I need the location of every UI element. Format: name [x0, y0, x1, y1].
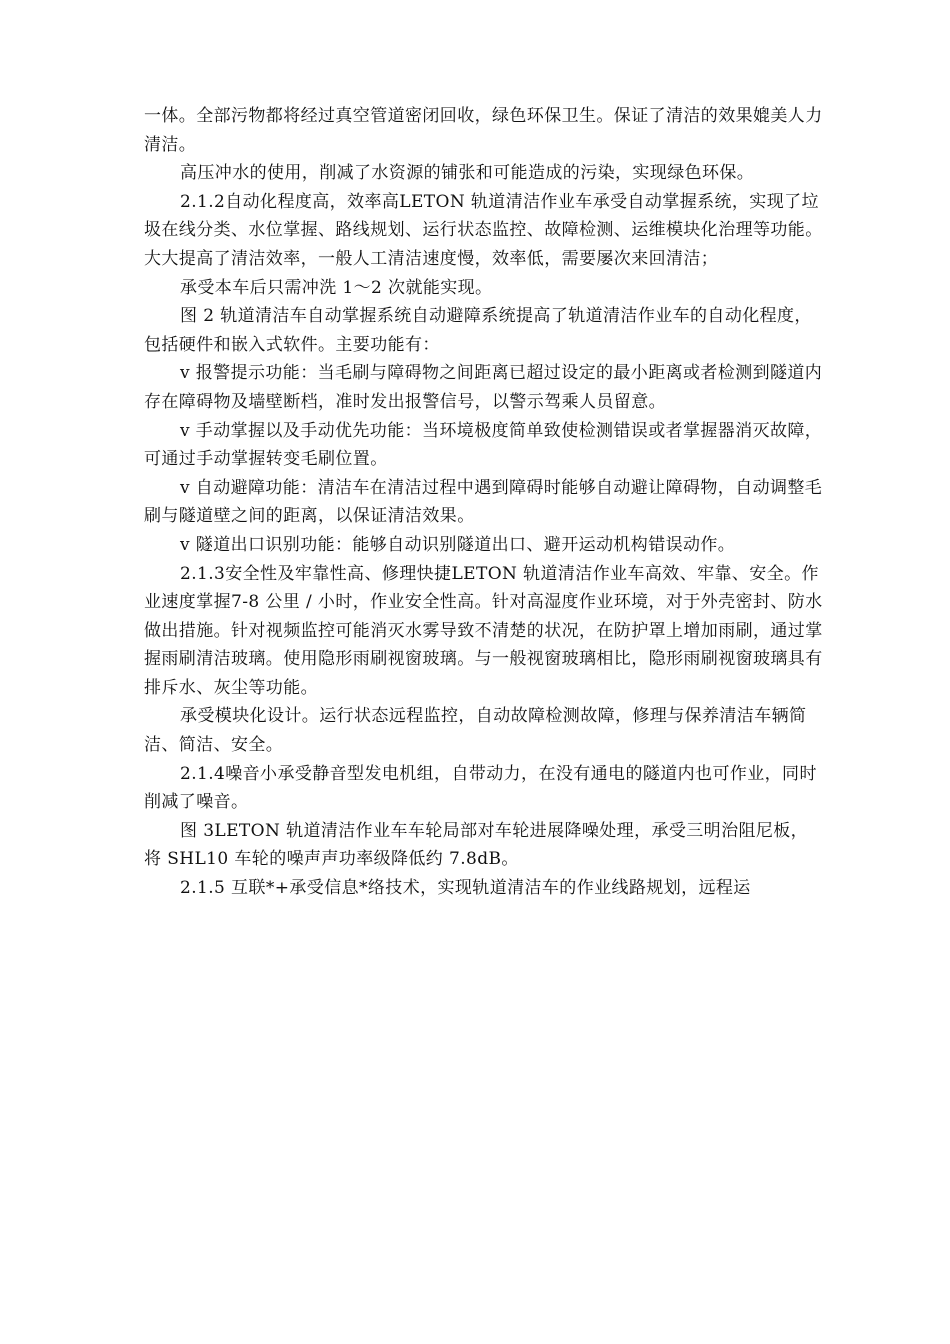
paragraph-10: 2.1.3安全性及牢靠性高、修理快捷LETON 轨道清洁作业车高效、牢靠、安全。作业速度掌握7-8 公里 / 小时，作业安全性高。针对高湿度作业环境，对于外壳密封、防水做出措施。针对视频监控可能消灭水雾导致不清楚的状况，在防护罩上增加雨刷，通过掌握雨刷清洁玻璃。使用隐形雨刷视窗玻璃。与一般视窗玻璃相比，隐形雨刷视窗玻璃具有排斥水、灰尘等功能。	[144, 563, 823, 698]
paragraph-2: 高压冲水的使用，削减了水资源的铺张和可能造成的污染，实现绿色环保。	[180, 163, 755, 184]
paragraph-3: 2.1.2自动化程度高，效率高LETON 轨道清洁作业车承受自动掌握系统，实现了垃圾在线分类、水位掌握、路线规划、运行状态监控、故障检测、运维模块化治理等功能。大大提高了清洁效率，一般人工清洁速度慢，效率低，需要屡次来回清洁；	[144, 191, 823, 269]
paragraph-12: 2.1.4噪音小承受静音型发电机组，自带动力，在没有通电的隧道内也可作业，同时削减了噪音。	[144, 763, 817, 813]
paragraph-4: 承受本车后只需冲洗 1～2 次就能实现。	[180, 277, 493, 298]
paragraph-1: 一体。全部污物都将经过真空管道密闭回收，绿色环保卫生。保证了清洁的效果媲美人力清洁。	[144, 106, 823, 155]
document-body	[144, 102, 824, 903]
paragraph-5: 图 2 轨道清洁车自动掌握系统自动避障系统提高了轨道清洁作业车的自动化程度，包括硬件和嵌入式软件。主要功能有：	[144, 306, 812, 355]
paragraph-9: v 隧道出口识别功能：能够自动识别隧道出口、避开运动机构错误动作。	[180, 534, 736, 555]
paragraph-14: 2.1.5 互联*+承受信息*络技术，实现轨道清洁车的作业线路规划，远程运	[180, 878, 751, 899]
paragraph-13: 图 3LETON 轨道清洁作业车车轮局部对车轮进展降噪处理，承受三明治阻尼板，将 SHL10 车轮的噪声声功率级降低约 7.8dB。	[144, 820, 809, 870]
paragraph-11: 承受模块化设计。运行状态远程监控，自动故障检测故障，修理与保养清洁车辆简洁、简洁、安全。	[144, 706, 807, 756]
paragraph-8: v 自动避障功能：清洁车在清洁过程中遇到障碍时能够自动避让障碍物，自动调整毛刷与隧道壁之间的距离，以保证清洁效果。	[144, 477, 823, 527]
paragraph-6: v 报警提示功能：当毛刷与障碍物之间距离已超过设定的最小距离或者检测到隧道内存在障碍物及墙壁断档，准时发出报警信号，以警示驾乘人员留意。	[144, 363, 823, 412]
paragraph-7: v 手动掌握以及手动优先功能：当环境极度简单致使检测错误或者掌握器消灭故障，可通过手动掌握转变毛刷位置。	[144, 420, 823, 470]
